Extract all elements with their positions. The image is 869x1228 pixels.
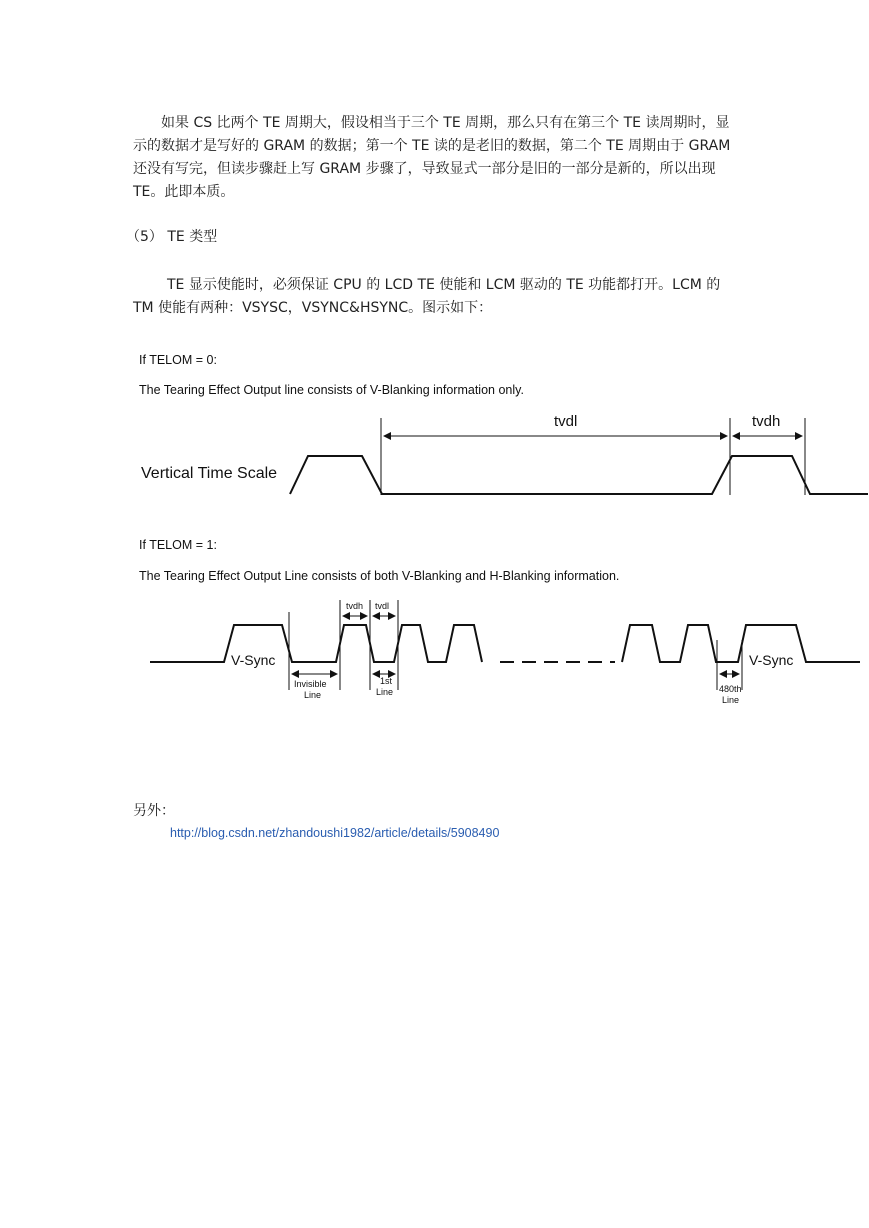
telom1-dimension-lines bbox=[289, 600, 742, 690]
tvdl-small-label: tvdl bbox=[375, 601, 390, 611]
line480-label-1: 480th bbox=[719, 684, 742, 694]
telom0-condition: If TELOM = 0: bbox=[139, 353, 217, 367]
section-heading-te-type: （5） TE 类型 bbox=[126, 229, 218, 245]
line480-label-2: Line bbox=[722, 695, 740, 705]
invisible-line-label-2: Line bbox=[304, 690, 322, 700]
vsync-right-label: V-Sync bbox=[749, 652, 794, 668]
telom1-description: The Tearing Effect Output Line consists of both V-Blanking and H-Blanking information. bbox=[139, 569, 620, 583]
tvdh-label: tvdh bbox=[752, 413, 781, 430]
first-line-label-1: 1st bbox=[380, 676, 393, 686]
invisible-line-label-1: Invisible bbox=[294, 679, 327, 689]
tvdl-label: tvdl bbox=[554, 413, 578, 430]
tvdh-small-label: tvdh bbox=[346, 601, 364, 611]
telom1-condition: If TELOM = 1: bbox=[139, 538, 217, 552]
extra-label: 另外： bbox=[133, 803, 175, 819]
telom0-waveform bbox=[290, 456, 868, 494]
telom0-description: The Tearing Effect Output line consists of V-Blanking information only. bbox=[139, 383, 524, 397]
vsync-left-label: V-Sync bbox=[231, 652, 276, 668]
paragraph-te-cycle: 如果 CS 比两个 TE 周期大，假设相当于三个 TE 周期，那么只有在第三个 TE 读周期时，显示的数据才是写好的 GRAM 的数据；第一个 TE 读的是老旧的数据，第二个 TE 周期由于 GRAM 还没有写完，但读步骤赶上写 GRAM 步骤了，导致显式一部分是旧的一部分是新的，所以出现 TE。此即本质。 bbox=[133, 115, 731, 200]
reference-link[interactable]: http://blog.csdn.net/zhandoushi1982/article/details/5908490 bbox=[170, 826, 500, 840]
vertical-time-scale-label: Vertical Time Scale bbox=[141, 465, 278, 482]
first-line-label-2: Line bbox=[376, 687, 394, 697]
paragraph-te-enable: TE 显示使能时，必须保证 CPU 的 LCD TE 使能和 LCM 驱动的 TE 功能都打开。LCM 的 TM 使能有两种：VSYSC，VSYNC&HSYNC。图示如下： bbox=[133, 277, 721, 316]
